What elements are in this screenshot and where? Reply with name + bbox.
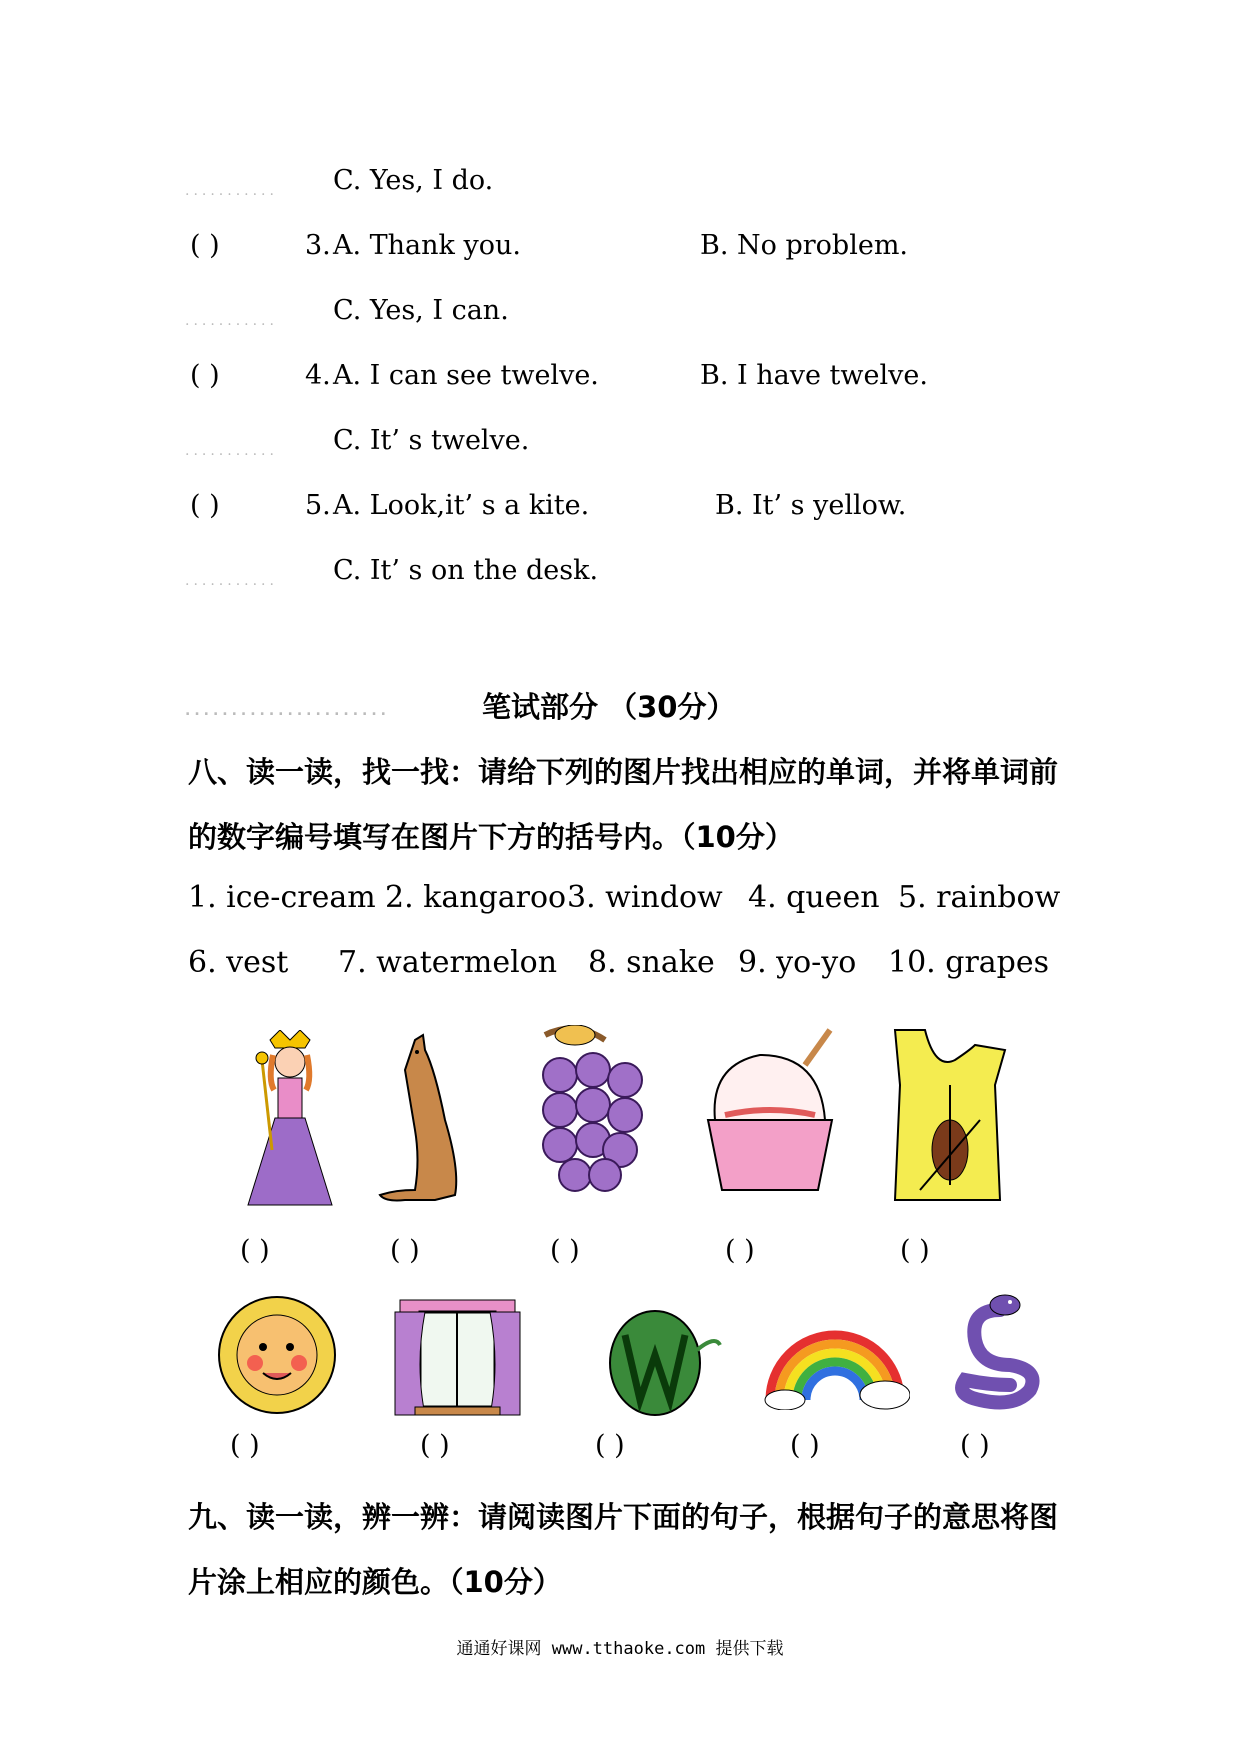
- word-item: 1. ice-cream: [188, 880, 376, 915]
- written-part-header: ...................... 笔试部分 （30分）: [0, 685, 1240, 725]
- word-item: 6. vest: [188, 945, 289, 980]
- section-9-instruction: [0, 1495, 1240, 1535]
- option-line: ........... C. Yes, I can.: [185, 295, 509, 329]
- section-9-instruction-2: [0, 1560, 1240, 1600]
- section-8-instruction: [0, 750, 1240, 790]
- kangaroo-picture: [375, 1030, 475, 1210]
- option-a: A. Thank you.: [333, 230, 521, 261]
- option-c: C. It’ s on the desk.: [333, 555, 599, 586]
- question-4: [0, 360, 1240, 400]
- footer-download-notice: 通通好课网 www.tthaoke.com 提供下载: [456, 1639, 784, 1659]
- word-item: 5. rainbow: [898, 880, 1061, 915]
- word-list-2: [0, 945, 1240, 985]
- answer-paren[interactable]: ( ): [190, 360, 220, 391]
- watermelon-picture: [605, 1305, 730, 1420]
- option-line: ........... C. It’ s on the desk.: [185, 555, 599, 589]
- option-c: C. It’ s twelve.: [333, 425, 530, 456]
- yo-yo-picture: [215, 1295, 340, 1420]
- answer-blank[interactable]: ( ): [960, 1430, 990, 1461]
- section-9-line1: 九、读一读，辨一辨：请阅读图片下面的句子，根据句子的意思将图: [188, 1500, 1059, 1534]
- answer-paren[interactable]: ( ): [190, 230, 220, 261]
- answer-blank[interactable]: ( ): [240, 1235, 270, 1266]
- snake-picture: [950, 1290, 1050, 1410]
- word-item: 9. yo-yo: [738, 945, 857, 980]
- question-number: 3.: [305, 230, 331, 261]
- question-3: [0, 230, 1240, 270]
- section-9-line2: 片涂上相应的颜色。（10分）: [188, 1565, 562, 1599]
- answer-blank[interactable]: ( ): [790, 1430, 820, 1461]
- option-line: ........... C. It’ s twelve.: [185, 425, 530, 459]
- question-5: [0, 490, 1240, 530]
- option-a: A. Look,it’ s a kite.: [333, 490, 590, 521]
- question-number: 4.: [305, 360, 331, 391]
- answer-blank[interactable]: ( ): [550, 1235, 580, 1266]
- word-item: 3. window: [567, 880, 723, 915]
- queen-picture: [240, 1030, 340, 1210]
- answer-paren[interactable]: ( ): [190, 490, 220, 521]
- option-c: C. Yes, I can.: [333, 295, 509, 326]
- word-item: 2. kangaroo: [385, 880, 567, 915]
- word-list-1: [0, 880, 1240, 920]
- option-b: B. It’ s yellow.: [715, 490, 907, 521]
- word-item: 4. queen: [748, 880, 880, 915]
- grapes-picture: [535, 1025, 655, 1200]
- word-item: 7. watermelon: [338, 945, 558, 980]
- answer-blank[interactable]: ( ): [390, 1235, 420, 1266]
- option-c: C. Yes, I do.: [333, 165, 494, 196]
- section-8-instruction-2: [0, 815, 1240, 855]
- answer-blank[interactable]: ( ): [900, 1235, 930, 1266]
- word-item: 10. grapes: [888, 945, 1050, 980]
- section-8-line2: 的数字编号填写在图片下方的括号内。（10分）: [188, 820, 794, 854]
- rainbow-picture: [760, 1295, 910, 1410]
- option-b: B. I have twelve.: [700, 360, 928, 391]
- answer-blank[interactable]: ( ): [230, 1430, 260, 1461]
- vest-picture: [880, 1025, 1015, 1205]
- option-a: A. I can see twelve.: [333, 360, 599, 391]
- written-part-title: 笔试部分 （30分）: [482, 690, 736, 724]
- window-picture: [390, 1295, 525, 1420]
- question-number: 5.: [305, 490, 331, 521]
- ice-cream-picture: [700, 1025, 840, 1200]
- option-line: ........... C. Yes, I do.: [185, 165, 494, 199]
- answer-blank[interactable]: ( ): [725, 1235, 755, 1266]
- section-8-line1: 八、读一读，找一找：请给下列的图片找出相应的单词，并将单词前: [188, 755, 1059, 789]
- option-b: B. No problem.: [700, 230, 908, 261]
- answer-blank[interactable]: ( ): [420, 1430, 450, 1461]
- word-item: 8. snake: [588, 945, 715, 980]
- answer-blank[interactable]: ( ): [595, 1430, 625, 1461]
